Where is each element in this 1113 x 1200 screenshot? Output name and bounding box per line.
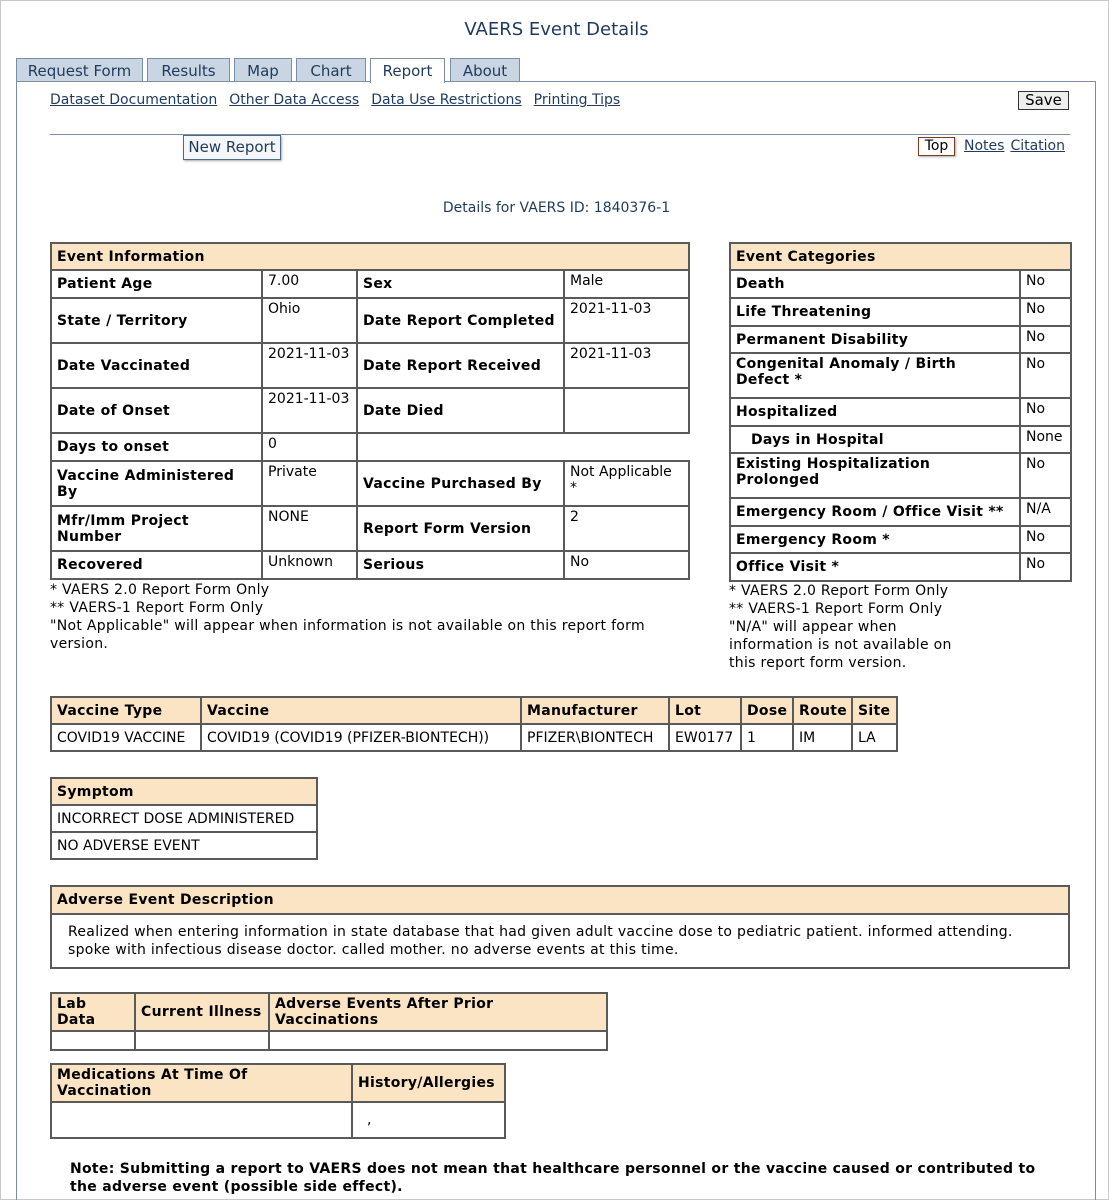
note-line: * VAERS 2.0 Report Form Only bbox=[729, 583, 949, 599]
mfr-value: NONE bbox=[262, 506, 357, 551]
tab-report[interactable]: Report bbox=[370, 58, 445, 83]
details-heading: Details for VAERS ID: 1840376-1 bbox=[442, 200, 671, 216]
note-line: ** VAERS-1 Report Form Only bbox=[50, 600, 264, 616]
cat-death-value: No bbox=[1020, 270, 1071, 298]
adverse-event-table bbox=[50, 885, 1070, 969]
cat-hospitalized-value: No bbox=[1020, 398, 1071, 426]
empty-cell bbox=[357, 433, 689, 461]
history-allergies-cell: , bbox=[352, 1102, 505, 1138]
cat-death-label: Death bbox=[730, 270, 1020, 298]
vaccine-type-header: Vaccine Type bbox=[51, 697, 201, 724]
route-header: Route bbox=[793, 697, 852, 724]
save-button[interactable]: Save bbox=[1018, 91, 1069, 110]
event-categories-header: Event Categories bbox=[730, 243, 1071, 270]
cat-office-visit-label: Office Visit * bbox=[730, 553, 1020, 581]
tab-request-form[interactable]: Request Form bbox=[16, 58, 143, 81]
cat-life-threatening-label: Life Threatening bbox=[730, 298, 1020, 326]
days-to-onset-value: 0 bbox=[262, 433, 357, 461]
date-report-completed-label: Date Report Completed bbox=[357, 298, 564, 343]
note-line: "Not Applicable" will appear when information is not available on this report form version. bbox=[50, 618, 645, 652]
cat-existing-hosp-label: Existing Hospitalization Prolonged bbox=[730, 453, 1020, 498]
lot-header: Lot bbox=[669, 697, 741, 724]
date-died-label: Date Died bbox=[357, 388, 564, 433]
lab-data-cell bbox=[51, 1031, 135, 1050]
vaccine-type-cell: COVID19 VACCINE bbox=[51, 724, 201, 751]
event-info-table bbox=[50, 242, 690, 580]
report-form-version-value: 2 bbox=[564, 506, 689, 551]
link-data-use-restrictions[interactable]: Data Use Restrictions bbox=[371, 92, 522, 108]
tab-rule-left bbox=[16, 81, 370, 82]
link-notes[interactable]: Notes bbox=[964, 138, 1005, 154]
mfr-label: Mfr/Imm Project Number bbox=[51, 506, 262, 551]
cat-life-threatening-value: No bbox=[1020, 298, 1071, 326]
medications-cell bbox=[51, 1102, 352, 1138]
date-onset-value: 2021-11-03 bbox=[262, 388, 357, 433]
note-line: ** VAERS-1 Report Form Only bbox=[729, 601, 943, 617]
manufacturer-cell: PFIZER\BIONTECH bbox=[521, 724, 669, 751]
symptom-row: INCORRECT DOSE ADMINISTERED bbox=[51, 805, 317, 832]
date-vaccinated-value: 2021-11-03 bbox=[262, 343, 357, 388]
cat-congenital-label: Congenital Anomaly / Birth Defect * bbox=[730, 353, 1020, 398]
link-dataset-documentation[interactable]: Dataset Documentation bbox=[50, 92, 218, 108]
dose-cell: 1 bbox=[741, 724, 793, 751]
link-printing-tips[interactable]: Printing Tips bbox=[533, 92, 621, 108]
vaccine-table bbox=[50, 696, 898, 752]
cat-office-visit-value: No bbox=[1020, 553, 1071, 581]
dose-header: Dose bbox=[741, 697, 793, 724]
prior-vax-header: Adverse Events After Prior Vaccinations bbox=[269, 993, 607, 1031]
event-info-notes bbox=[50, 581, 670, 653]
patient-age-value: 7.00 bbox=[262, 270, 357, 298]
cat-er-value: No bbox=[1020, 526, 1071, 553]
serious-value: No bbox=[564, 551, 689, 579]
current-illness-cell bbox=[135, 1031, 269, 1050]
event-categories-table bbox=[729, 242, 1072, 582]
cat-er-office-value: N/A bbox=[1020, 498, 1071, 526]
state-label: State / Territory bbox=[51, 298, 262, 343]
adverse-event-text: Realized when entering information in state database that had given adult vaccine dose to pediatric patient. informed attending. spoke with infectious disease doctor. called mother. no adverse events at this time. bbox=[51, 914, 1069, 968]
cat-er-label: Emergency Room * bbox=[730, 526, 1020, 553]
tab-rule-right bbox=[445, 81, 1096, 82]
sublinks-bar bbox=[50, 92, 632, 108]
sex-label: Sex bbox=[357, 270, 564, 298]
lab-data-header: Lab Data bbox=[51, 993, 135, 1031]
link-other-data-access[interactable]: Other Data Access bbox=[229, 92, 360, 108]
note-line: * VAERS 2.0 Report Form Only bbox=[50, 582, 270, 598]
cat-permanent-disability-value: No bbox=[1020, 326, 1071, 353]
event-info-header: Event Information bbox=[51, 243, 689, 270]
days-to-onset-label: Days to onset bbox=[51, 433, 262, 461]
vaccine-cell: COVID19 (COVID19 (PFIZER-BIONTECH)) bbox=[201, 724, 521, 751]
date-died-value bbox=[564, 388, 689, 433]
site-header: Site bbox=[852, 697, 897, 724]
sex-value: Male bbox=[564, 270, 689, 298]
site-cell: LA bbox=[852, 724, 897, 751]
window-title: VAERS Event Details bbox=[464, 19, 649, 40]
vax-purchased-by-value: Not Applicable * bbox=[564, 461, 689, 506]
date-report-completed-value: 2021-11-03 bbox=[564, 298, 689, 343]
link-citation[interactable]: Citation bbox=[1010, 138, 1065, 154]
cat-existing-hosp-value: No bbox=[1020, 453, 1071, 498]
right-links bbox=[964, 138, 1071, 154]
tab-map[interactable]: Map bbox=[234, 58, 292, 81]
vax-admin-by-value: Private bbox=[262, 461, 357, 506]
recovered-label: Recovered bbox=[51, 551, 262, 579]
vaccine-header: Vaccine bbox=[201, 697, 521, 724]
top-button[interactable]: Top bbox=[918, 137, 955, 156]
report-form-version-label: Report Form Version bbox=[357, 506, 564, 551]
cat-permanent-disability-label: Permanent Disability bbox=[730, 326, 1020, 353]
lot-cell: EW0177 bbox=[669, 724, 741, 751]
cat-er-office-label: Emergency Room / Office Visit ** bbox=[730, 498, 1020, 526]
vax-admin-by-label: Vaccine Administered By bbox=[51, 461, 262, 506]
cat-days-in-hospital-value: None bbox=[1020, 426, 1071, 453]
symptom-row: NO ADVERSE EVENT bbox=[51, 832, 317, 859]
cat-congenital-value: No bbox=[1020, 353, 1071, 398]
adverse-event-header: Adverse Event Description bbox=[51, 886, 1069, 914]
date-report-received-label: Date Report Received bbox=[357, 343, 564, 388]
recovered-value: Unknown bbox=[262, 551, 357, 579]
medications-table bbox=[50, 1063, 506, 1139]
new-report-button[interactable]: New Report bbox=[183, 135, 281, 160]
date-vaccinated-label: Date Vaccinated bbox=[51, 343, 262, 388]
symptom-table bbox=[50, 777, 318, 860]
date-onset-label: Date of Onset bbox=[51, 388, 262, 433]
date-report-received-value: 2021-11-03 bbox=[564, 343, 689, 388]
serious-label: Serious bbox=[357, 551, 564, 579]
bottom-note: Note: Submitting a report to VAERS does not mean that healthcare personnel or the vaccine caused or contributed to the adverse event (possible side effect). bbox=[70, 1161, 1036, 1195]
prior-vax-cell bbox=[269, 1031, 607, 1050]
symptom-header: Symptom bbox=[51, 778, 317, 805]
cat-days-in-hospital-label: Days in Hospital bbox=[730, 426, 1020, 453]
history-allergies-header: History/Allergies bbox=[352, 1064, 505, 1102]
vax-purchased-by-label: Vaccine Purchased By bbox=[357, 461, 564, 506]
lab-table bbox=[50, 992, 608, 1051]
medications-header: Medications At Time Of Vaccination bbox=[51, 1064, 352, 1102]
tab-chart[interactable]: Chart bbox=[296, 58, 366, 81]
event-categories-notes bbox=[729, 582, 969, 672]
patient-age-label: Patient Age bbox=[51, 270, 262, 298]
current-illness-header: Current Illness bbox=[135, 993, 269, 1031]
cat-hospitalized-label: Hospitalized bbox=[730, 398, 1020, 426]
tab-about[interactable]: About bbox=[450, 58, 520, 81]
tab-results[interactable]: Results bbox=[147, 58, 230, 81]
state-value: Ohio bbox=[262, 298, 357, 343]
manufacturer-header: Manufacturer bbox=[521, 697, 669, 724]
route-cell: IM bbox=[793, 724, 852, 751]
note-line: "N/A" will appear when information is not available on this report form version. bbox=[729, 619, 952, 671]
